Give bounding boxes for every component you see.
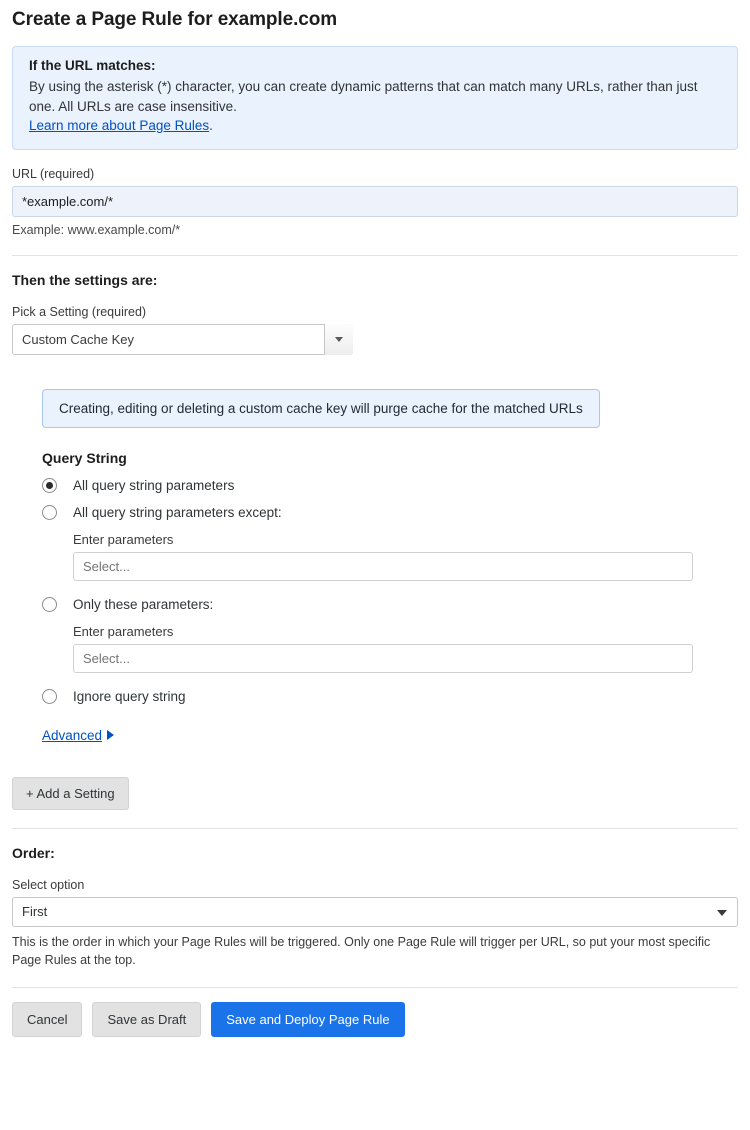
divider-footer — [12, 987, 738, 988]
radio-label-ignore-query-string: Ignore query string — [73, 688, 186, 704]
callout-body — [29, 77, 721, 136]
cancel-button[interactable]: Cancel — [12, 1002, 82, 1037]
page-title: Create a Page Rule for example.com — [12, 9, 338, 30]
divider-order — [12, 828, 738, 829]
only-params-input[interactable] — [73, 644, 693, 673]
radio-label-only-these-params: Only these parameters: — [73, 596, 214, 612]
callout-link-suffix: . — [209, 118, 213, 134]
setting-picker[interactable] — [12, 324, 353, 355]
radio-all-params[interactable] — [42, 478, 738, 493]
advanced-toggle[interactable] — [42, 728, 114, 743]
radio-all-params-except[interactable] — [42, 505, 738, 520]
chevron-down-icon-order[interactable] — [717, 910, 727, 916]
only-params-label: Enter parameters — [73, 623, 174, 639]
url-field-label: URL (required) — [12, 166, 95, 181]
url-input[interactable] — [12, 186, 738, 217]
save-deploy-button[interactable]: Save and Deploy Page Rule — [211, 1002, 404, 1037]
radio-icon-ignore-query-string[interactable] — [42, 689, 57, 704]
except-params-block — [73, 532, 738, 581]
order-hint: This is the order in which your Page Rules will be triggered. Only one Page Rule will trigger per URL, so put your most specific Page Rules at the top. — [12, 934, 711, 967]
chevron-right-icon[interactable] — [107, 730, 114, 740]
purge-note: Creating, editing or deleting a custom cache key will purge cache for the matched URLs — [42, 389, 600, 428]
form-actions — [12, 1002, 738, 1037]
order-select[interactable] — [12, 897, 738, 927]
radio-label-all-params-except: All query string parameters except: — [73, 504, 282, 520]
callout-title: If the URL matches: — [29, 58, 156, 73]
add-setting-button[interactable]: + Add a Setting — [12, 777, 129, 810]
except-params-input[interactable] — [73, 552, 693, 581]
except-params-label: Enter parameters — [73, 531, 174, 547]
radio-icon-only-these-params[interactable] — [42, 597, 57, 612]
custom-cache-key-panel — [12, 389, 738, 745]
order-label: Select option — [12, 877, 85, 892]
chevron-down-icon[interactable] — [324, 324, 353, 355]
save-draft-button[interactable]: Save as Draft — [92, 1002, 201, 1037]
radio-ignore-query-string[interactable] — [42, 689, 738, 704]
only-params-block — [73, 624, 738, 673]
advanced-label[interactable]: Advanced — [42, 727, 103, 743]
setting-picker-label: Pick a Setting (required) — [12, 304, 147, 319]
order-heading: Order: — [12, 844, 55, 861]
setting-picker-value[interactable]: Custom Cache Key — [12, 324, 353, 355]
order-select-value[interactable]: First — [12, 897, 738, 927]
url-hint: Example: www.example.com/* — [12, 222, 181, 237]
divider-top — [12, 255, 738, 256]
learn-more-link[interactable]: Learn more about Page Rules — [29, 118, 210, 134]
callout-text: By using the asterisk (*) character, you can create dynamic patterns that can match many URLs, rather than just one. All URLs are case insensitive. — [29, 79, 698, 114]
radio-icon-all-params[interactable] — [42, 478, 57, 493]
radio-only-these-params[interactable] — [42, 597, 738, 612]
url-match-callout — [12, 46, 738, 150]
settings-heading: Then the settings are: — [12, 271, 158, 288]
query-string-title: Query String — [42, 449, 127, 466]
radio-label-all-params: All query string parameters — [73, 477, 235, 493]
radio-icon-all-params-except[interactable] — [42, 505, 57, 520]
